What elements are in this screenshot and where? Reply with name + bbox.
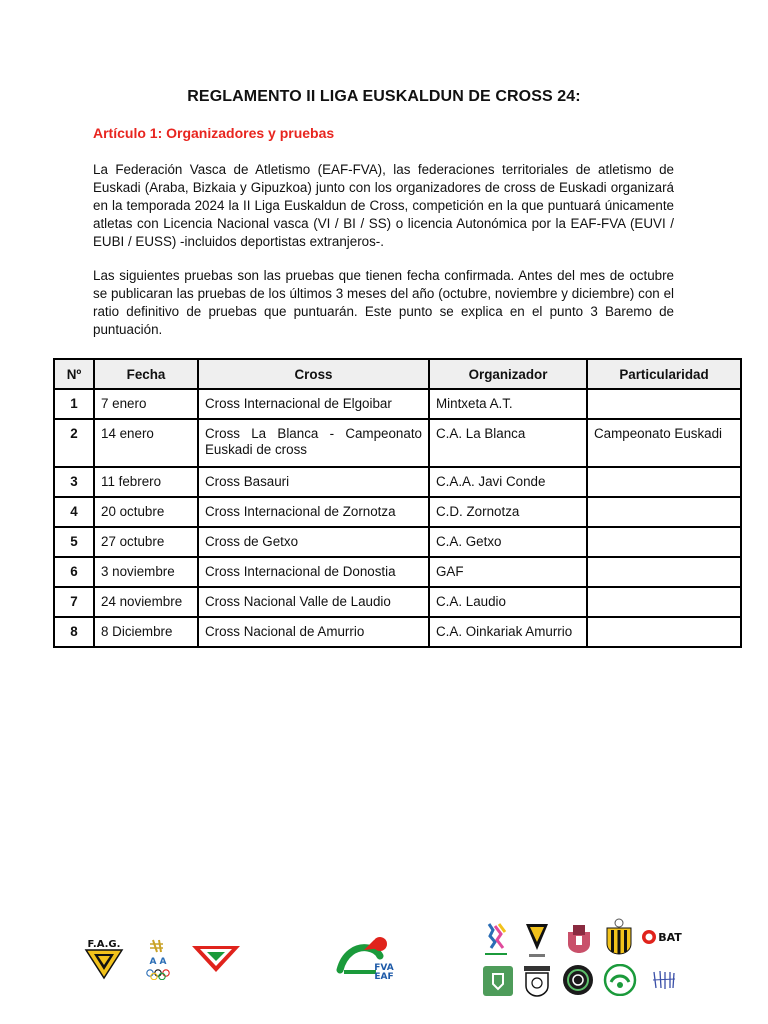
article-heading: Artículo 1: Organizadores y pruebas: [93, 125, 335, 141]
fag-logo-text: F.A.G.: [87, 939, 121, 950]
row-organizer: C.A. Getxo: [429, 527, 587, 557]
row-date: 27 octubre: [94, 527, 198, 557]
row-cross: Cross Nacional de Amurrio: [198, 617, 429, 647]
araba-olympic-logo: [143, 938, 173, 980]
table-row: [54, 467, 741, 497]
row-organizer: GAF: [429, 557, 587, 587]
row-number: 4: [54, 497, 94, 527]
row-particularity: [587, 497, 741, 527]
schedule-paragraph: Las siguientes pruebas son las pruebas que tienen fecha confirmada. Antes del mes de octubre se publicaran las pruebas de los últimos 3 meses del año (octubre, noviembre y diciembre) con el ratio definitivo de pruebas que puntuarán. Este punto se explica en el punto 3 Baremo de puntuación.: [93, 268, 674, 337]
header-date: Fecha: [94, 359, 198, 389]
row-date: 11 febrero: [94, 467, 198, 497]
header-particularity: Particularidad: [587, 359, 741, 389]
row-number: 7: [54, 587, 94, 617]
row-organizer: C.A.A. Javi Conde: [429, 467, 587, 497]
bat-logo: [640, 926, 684, 948]
amurrio-crest-logo: [522, 964, 552, 998]
intro-paragraph: La Federación Vasca de Atletismo (EAF-FVA), las federaciones territoriales de atletismo de Euskadi (Araba, Bizkaia y Gipuzkoa) junto con los organizadores de cross de Euskadi organizará en la temporada 2024 la II Liga Euskaldun de Cross, competición en la que puntuará únicamente atletas con Licencia Nacional vasca (VI / BI / SS) o licencia Autonómica por la EAF-FVA (EUVI / EUBI / EUSS) -incluidos deportistas extranjeros-.: [93, 162, 674, 249]
row-number: 2: [54, 419, 94, 467]
row-cross: Cross La Blanca - Campeonato Euskadi de cross: [198, 419, 429, 467]
green-circle-logo: [603, 964, 637, 996]
table-row: [54, 419, 741, 467]
row-cross: Cross Internacional de Donostia: [198, 557, 429, 587]
table-row: [54, 557, 741, 587]
row-date: 14 enero: [94, 419, 198, 467]
table-row: [54, 497, 741, 527]
row-cross: Cross Internacional de Zornotza: [198, 497, 429, 527]
table-row: [54, 587, 741, 617]
striped-shield-logo: [605, 918, 633, 956]
row-organizer: C.D. Zornotza: [429, 497, 587, 527]
header-cross: Cross: [198, 359, 429, 389]
fag-logo: [80, 936, 128, 980]
row-number: 8: [54, 617, 94, 647]
row-date: 20 octubre: [94, 497, 198, 527]
row-particularity: [587, 389, 741, 419]
page-title: REGLAMENTO II LIGA EUSKALDUN DE CROSS 24:: [187, 88, 581, 105]
table-row: [54, 389, 741, 419]
row-date: 7 enero: [94, 389, 198, 419]
races-table: [53, 358, 742, 648]
row-number: 6: [54, 557, 94, 587]
row-number: 3: [54, 467, 94, 497]
header-organizer: Organizador: [429, 359, 587, 389]
club-shield-logo: [524, 920, 550, 960]
row-particularity: [587, 617, 741, 647]
row-particularity: [587, 527, 741, 557]
row-number: 1: [54, 389, 94, 419]
row-cross: Cross Basauri: [198, 467, 429, 497]
castle-crest-logo: [564, 922, 594, 954]
row-particularity: Campeonato Euskadi: [587, 419, 741, 467]
row-particularity: [587, 467, 741, 497]
row-date: 3 noviembre: [94, 557, 198, 587]
table-header-row: [54, 359, 741, 389]
bat-text: BAT: [658, 931, 682, 944]
row-date: 24 noviembre: [94, 587, 198, 617]
table-row: [54, 617, 741, 647]
row-organizer: C.A. Oinkariak Amurrio: [429, 617, 587, 647]
row-organizer: C.A. Laudio: [429, 587, 587, 617]
row-cross: Cross Nacional Valle de Laudio: [198, 587, 429, 617]
table-row: [54, 527, 741, 557]
row-cross: Cross Internacional de Elgoibar: [198, 389, 429, 419]
row-particularity: [587, 587, 741, 617]
fva-text: FVA: [374, 963, 394, 973]
eaf-text: EAF: [374, 972, 394, 980]
row-particularity: [587, 557, 741, 587]
fga-logo: [190, 944, 242, 974]
sketch-logo: [650, 968, 678, 992]
row-number: 5: [54, 527, 94, 557]
fva-eaf-logo: [334, 932, 402, 980]
row-organizer: Mintxeta A.T.: [429, 389, 587, 419]
green-square-logo: [483, 966, 513, 996]
header-number: Nº: [54, 359, 94, 389]
svg-text:A A: A A: [149, 957, 167, 967]
row-date: 8 Diciembre: [94, 617, 198, 647]
round-emblem-logo: [562, 964, 594, 996]
zornotza-logo: [481, 920, 511, 958]
row-organizer: C.A. La Blanca: [429, 419, 587, 467]
row-cross: Cross de Getxo: [198, 527, 429, 557]
